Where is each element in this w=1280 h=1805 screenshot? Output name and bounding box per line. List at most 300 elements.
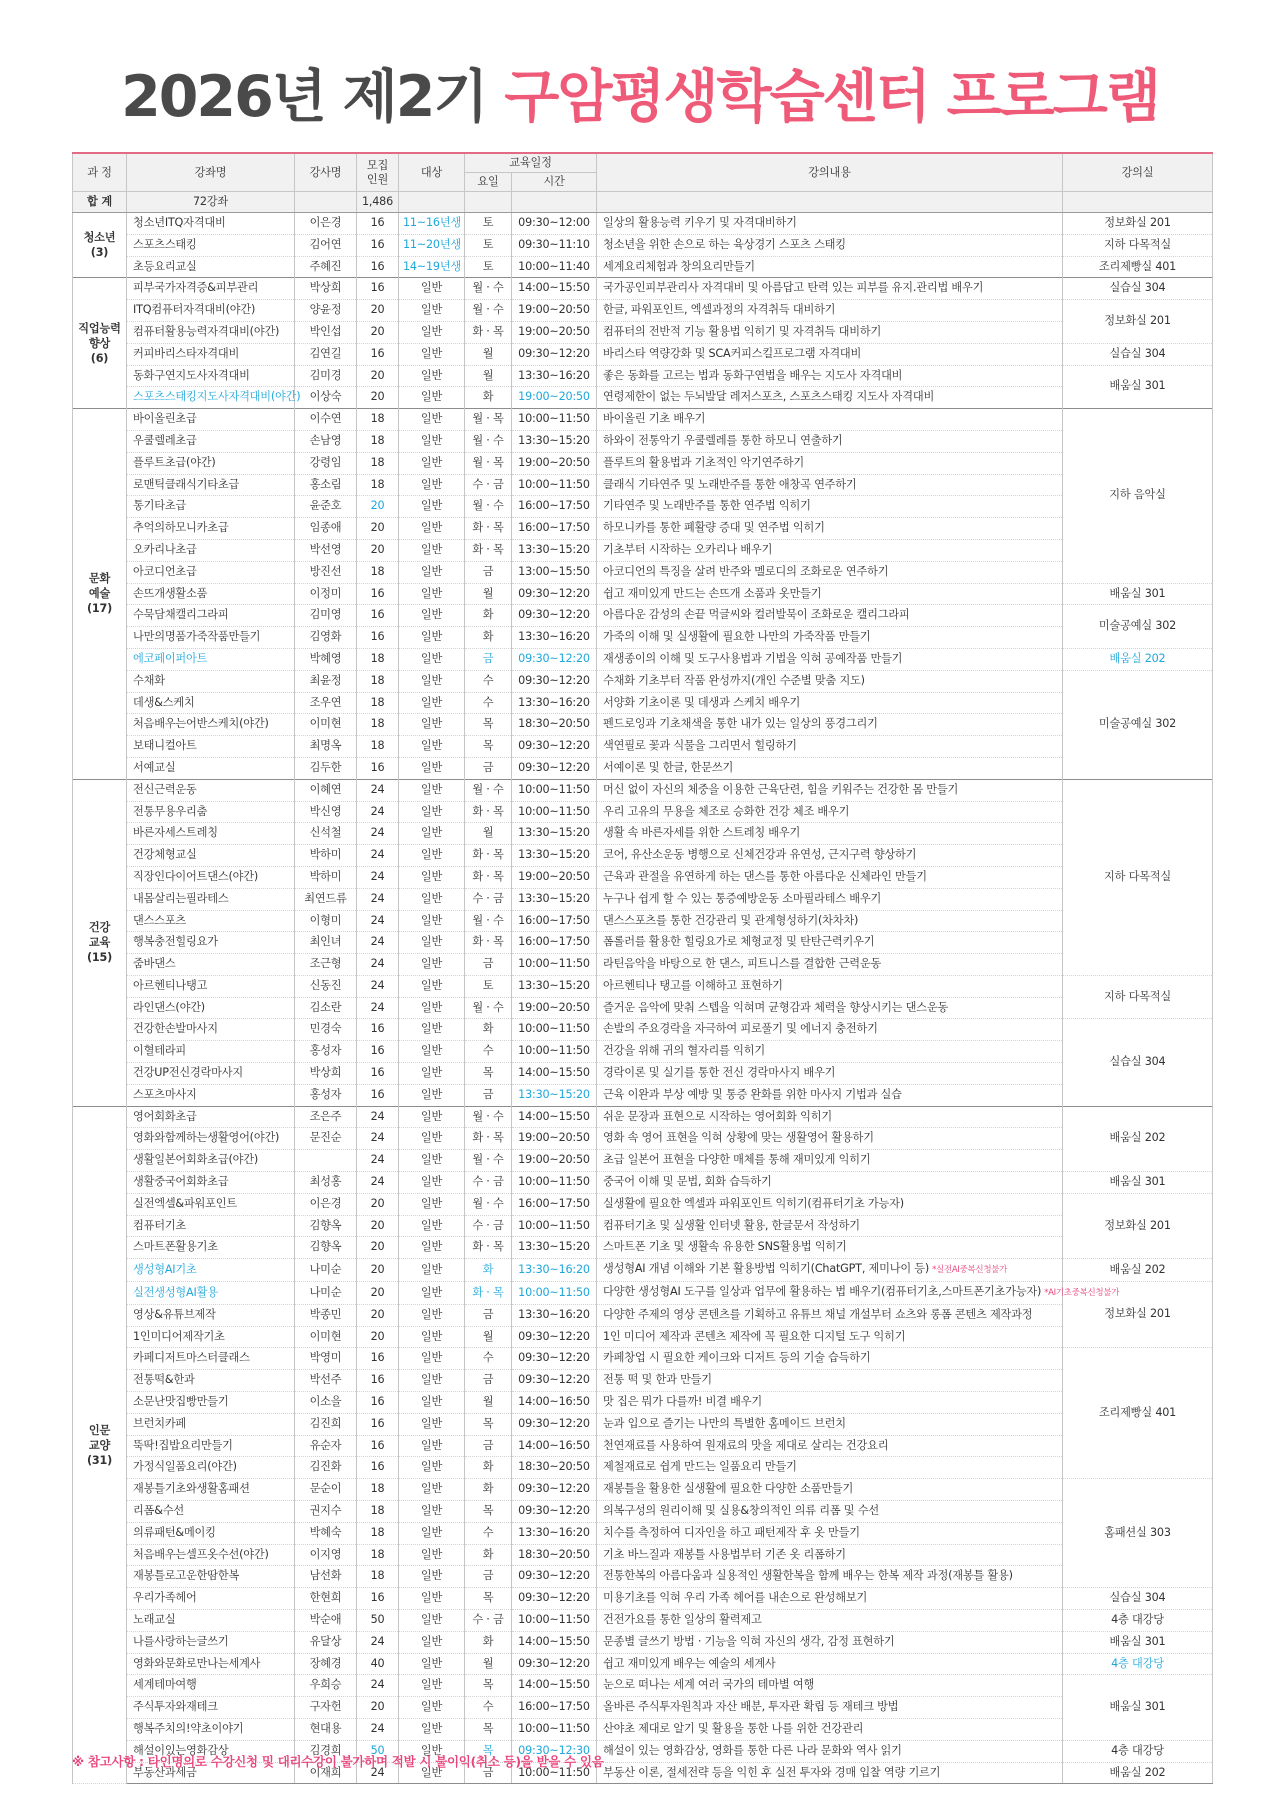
course-teacher: 박하미 xyxy=(295,866,357,888)
course-room: 정보화실 201 xyxy=(1063,300,1213,344)
course-content-text: 세계요리체험과 창의요리만들기 xyxy=(603,259,755,273)
course-teacher: 최명옥 xyxy=(295,736,357,758)
course-content-text: 라틴음악을 바탕으로 한 댄스, 피트니스를 결합한 근력운동 xyxy=(603,957,882,971)
course-content xyxy=(597,1675,1063,1697)
course-target: 일반 xyxy=(399,757,465,779)
course-capacity: 20 xyxy=(357,365,399,387)
course-day: 목 xyxy=(465,1740,512,1762)
course-time: 09:30~12:20 xyxy=(512,648,597,670)
course-capacity: 16 xyxy=(357,1370,399,1392)
course-teacher: 이재희 xyxy=(295,1762,357,1784)
course-day: 목 xyxy=(465,1718,512,1740)
course-time: 13:30~15:20 xyxy=(512,1084,597,1106)
course-time: 09:30~12:20 xyxy=(512,583,597,605)
course-content xyxy=(597,1370,1063,1392)
course-teacher: 유순자 xyxy=(295,1435,357,1457)
course-content xyxy=(597,779,1063,801)
course-room: 실습실 304 xyxy=(1063,1019,1213,1106)
course-category: 직업능력 향상 (6) xyxy=(73,278,127,409)
course-teacher: 신동진 xyxy=(295,975,357,997)
course-name: 주식투자와재테크 xyxy=(127,1697,295,1719)
course-room: 배움실 301 xyxy=(1063,365,1213,409)
table-row xyxy=(73,605,1213,627)
course-capacity: 20 xyxy=(357,300,399,322)
course-content xyxy=(597,1718,1063,1740)
table-row xyxy=(73,278,1213,300)
course-content xyxy=(597,1740,1063,1762)
course-room: 정보화실 201 xyxy=(1063,213,1213,235)
course-name: 컴퓨터기초 xyxy=(127,1215,295,1237)
course-teacher: 박하미 xyxy=(295,845,357,867)
course-content-text: 전통한복의 아름다움과 실용적인 생활한복을 함께 배우는 한복 제작 과정(재봉틀 활용) xyxy=(603,1569,1013,1583)
course-teacher: 김연길 xyxy=(295,343,357,365)
course-time: 16:00~17:50 xyxy=(512,1193,597,1215)
course-teacher: 최인녀 xyxy=(295,932,357,954)
course-content-text: 아코디언의 특징을 살려 반주와 멜로디의 조화로운 연주하기 xyxy=(603,564,889,578)
course-content xyxy=(597,1392,1063,1414)
table-row xyxy=(73,1697,1213,1719)
course-content xyxy=(597,1304,1063,1326)
course-teacher: 박혜영 xyxy=(295,648,357,670)
course-content-text: 가죽의 이해 및 실생활에 필요한 나만의 가죽작품 만들기 xyxy=(603,630,871,644)
course-day: 금 xyxy=(465,1762,512,1784)
course-time: 10:00~11:50 xyxy=(512,1019,597,1041)
course-name: 피부국가자격증&피부관리 xyxy=(127,278,295,300)
course-capacity: 24 xyxy=(357,1762,399,1784)
header-teacher: 강사명 xyxy=(295,153,357,192)
course-time: 13:30~16:20 xyxy=(512,1304,597,1326)
course-content xyxy=(597,1215,1063,1237)
course-content xyxy=(597,539,1063,561)
course-teacher: 박상희 xyxy=(295,1063,357,1085)
course-content-text: 스마트폰 기초 및 생활속 유용한 SNS활용법 익히기 xyxy=(603,1240,847,1254)
course-day: 월 xyxy=(465,343,512,365)
course-time: 16:00~17:50 xyxy=(512,518,597,540)
course-day: 월 · 수 xyxy=(465,1193,512,1215)
course-time: 13:30~15:20 xyxy=(512,539,597,561)
course-content xyxy=(597,1128,1063,1150)
course-time: 10:00~11:50 xyxy=(512,779,597,801)
course-target: 일반 xyxy=(399,801,465,823)
course-target: 일반 xyxy=(399,954,465,976)
course-content xyxy=(597,1631,1063,1653)
course-target: 일반 xyxy=(399,714,465,736)
course-target: 11~20년생 xyxy=(399,234,465,256)
course-content-text: 머신 없이 자신의 체중을 이용한 근육단련, 힘을 키워주는 건강한 몸 만들기 xyxy=(603,782,959,796)
course-capacity: 16 xyxy=(357,1041,399,1063)
table-row xyxy=(73,910,1213,932)
course-content-text: 다양한 주제의 영상 콘텐츠를 기획하고 유튜브 채널 개설부터 쇼츠와 롱폼 콘텐츠 제작과정 xyxy=(603,1307,1033,1321)
course-time: 19:00~20:50 xyxy=(512,387,597,409)
course-target: 일반 xyxy=(399,1544,465,1566)
course-content-text: 문종별 글쓰기 방법 · 기능을 익혀 자신의 생각, 감정 표현하기 xyxy=(603,1634,895,1648)
table-row xyxy=(73,1457,1213,1479)
course-target: 일반 xyxy=(399,823,465,845)
course-content-text: 다양한 생성형AI 도구를 일상과 업무에 활용하는 법 배우기(컴퓨터기초,스마트폰기초가능자) xyxy=(603,1285,1042,1299)
course-capacity: 20 xyxy=(357,1282,399,1305)
course-day: 목 xyxy=(465,1588,512,1610)
course-teacher: 박선주 xyxy=(295,1370,357,1392)
course-time: 13:30~16:20 xyxy=(512,1522,597,1544)
course-content-text: 치수를 측정하여 디자인을 하고 패턴제작 후 옷 만들기 xyxy=(603,1525,860,1539)
course-name: 가정식일품요리(야간) xyxy=(127,1457,295,1479)
table-row xyxy=(73,801,1213,823)
title-year-term: 2026년 제2기 xyxy=(121,64,487,130)
course-capacity: 16 xyxy=(357,627,399,649)
course-content-text: 쉬운 문장과 표현으로 시작하는 영어회화 익히기 xyxy=(603,1109,832,1123)
course-target: 일반 xyxy=(399,888,465,910)
course-capacity: 20 xyxy=(357,1215,399,1237)
course-day: 금 xyxy=(465,1435,512,1457)
course-day: 수 · 금 xyxy=(465,1172,512,1194)
table-row xyxy=(73,1150,1213,1172)
course-name: 행복주치의!약초이야기 xyxy=(127,1718,295,1740)
course-day: 목 xyxy=(465,1413,512,1435)
course-content-text: 눈과 입으로 즐기는 나만의 특별한 홈메이드 브런치 xyxy=(603,1416,846,1430)
course-content-text: 하와이 전통악기 우쿨렐레를 통한 하모니 연출하기 xyxy=(603,433,843,447)
course-name: 아르헨티나탱고 xyxy=(127,975,295,997)
table-row xyxy=(73,387,1213,409)
course-day: 화 xyxy=(465,1019,512,1041)
course-capacity: 50 xyxy=(357,1740,399,1762)
course-day: 금 xyxy=(465,648,512,670)
table-row xyxy=(73,670,1213,692)
course-day: 수 xyxy=(465,670,512,692)
table-row xyxy=(73,300,1213,322)
course-content xyxy=(597,1522,1063,1544)
course-capacity: 18 xyxy=(357,1522,399,1544)
course-day: 토 xyxy=(465,213,512,235)
course-time: 13:30~15:20 xyxy=(512,975,597,997)
course-name: 아코디언초급 xyxy=(127,561,295,583)
course-capacity: 24 xyxy=(357,1128,399,1150)
course-day: 화 xyxy=(465,605,512,627)
course-day: 목 xyxy=(465,1675,512,1697)
course-content xyxy=(597,1348,1063,1370)
course-teacher: 박영미 xyxy=(295,1348,357,1370)
course-capacity: 24 xyxy=(357,975,399,997)
course-content-text: 코어, 유산소운동 병행으로 신체건강과 유연성, 근지구력 향상하기 xyxy=(603,848,917,862)
course-target: 일반 xyxy=(399,1193,465,1215)
table-row xyxy=(73,561,1213,583)
course-target: 일반 xyxy=(399,1631,465,1653)
course-content xyxy=(597,736,1063,758)
course-content xyxy=(597,975,1063,997)
course-teacher: 김경희 xyxy=(295,1740,357,1762)
header-time: 시간 xyxy=(512,173,597,192)
table-row xyxy=(73,518,1213,540)
course-day: 월 xyxy=(465,365,512,387)
course-content-text: 올바른 주식투자원칙과 자산 배분, 투자관 확립 등 재테크 방법 xyxy=(603,1700,899,1714)
course-name: 스포츠마사지 xyxy=(127,1084,295,1106)
course-target: 일반 xyxy=(399,1501,465,1523)
course-content-text: 색연필로 꽃과 식물을 그리면서 힐링하기 xyxy=(603,739,797,753)
course-teacher: 손남영 xyxy=(295,430,357,452)
course-target: 일반 xyxy=(399,1566,465,1588)
course-room: 배움실 202 xyxy=(1063,1106,1213,1171)
course-target: 일반 xyxy=(399,1326,465,1348)
course-time: 09:30~12:20 xyxy=(512,1588,597,1610)
course-day: 월 · 수 xyxy=(465,430,512,452)
course-capacity: 16 xyxy=(357,605,399,627)
course-content-text: 펜드로잉과 기초채색을 통한 내가 있는 일상의 풍경그리기 xyxy=(603,717,878,731)
course-teacher: 조은주 xyxy=(295,1106,357,1128)
course-room: 배움실 301 xyxy=(1063,583,1213,605)
course-capacity: 18 xyxy=(357,648,399,670)
course-teacher: 박종민 xyxy=(295,1304,357,1326)
course-teacher: 조우연 xyxy=(295,692,357,714)
course-name: 서예교실 xyxy=(127,757,295,779)
course-capacity: 18 xyxy=(357,1544,399,1566)
course-time: 13:30~16:20 xyxy=(512,1259,597,1282)
course-content-text: 생성형AI 개념 이해와 기본 활용방법 익히기(ChatGPT, 제미나이 등) xyxy=(603,1262,930,1276)
course-content xyxy=(597,474,1063,496)
course-capacity: 16 xyxy=(357,343,399,365)
course-day: 화 · 목 xyxy=(465,518,512,540)
course-teacher: 권지수 xyxy=(295,1501,357,1523)
course-target: 일반 xyxy=(399,1392,465,1414)
course-content xyxy=(597,1041,1063,1063)
course-target: 일반 xyxy=(399,1019,465,1041)
table-row xyxy=(73,845,1213,867)
course-room: 조리제빵실 401 xyxy=(1063,1348,1213,1479)
course-content xyxy=(597,561,1063,583)
course-content-text: 기초부터 시작하는 오카리나 배우기 xyxy=(603,542,773,556)
course-teacher: 이상숙 xyxy=(295,387,357,409)
course-name: 손뜨개생활소품 xyxy=(127,583,295,605)
table-row xyxy=(73,997,1213,1019)
course-room: 지하 다목적실 xyxy=(1063,975,1213,1019)
course-content xyxy=(597,1259,1063,1282)
course-capacity: 24 xyxy=(357,845,399,867)
course-day: 목 xyxy=(465,714,512,736)
course-target: 일반 xyxy=(399,387,465,409)
course-day: 월 · 수 xyxy=(465,779,512,801)
course-name: 실전생성형AI활용 xyxy=(127,1282,295,1305)
header-room: 강의실 xyxy=(1063,153,1213,192)
course-target: 일반 xyxy=(399,1084,465,1106)
course-target: 일반 xyxy=(399,627,465,649)
course-content xyxy=(597,627,1063,649)
course-target: 일반 xyxy=(399,409,465,431)
course-capacity: 20 xyxy=(357,518,399,540)
course-day: 토 xyxy=(465,975,512,997)
course-teacher: 주혜진 xyxy=(295,256,357,278)
course-time: 09:30~12:20 xyxy=(512,1326,597,1348)
table-row xyxy=(73,627,1213,649)
course-time: 14:00~15:50 xyxy=(512,1063,597,1085)
table-row xyxy=(73,823,1213,845)
course-content xyxy=(597,409,1063,431)
course-content xyxy=(597,1326,1063,1348)
course-name: 재봉틀로고운한땀한복 xyxy=(127,1566,295,1588)
course-time: 13:30~16:20 xyxy=(512,692,597,714)
course-capacity: 18 xyxy=(357,430,399,452)
course-target: 일반 xyxy=(399,1304,465,1326)
course-name: 영상&유튜브제작 xyxy=(127,1304,295,1326)
course-name: 스포츠스태킹 xyxy=(127,234,295,256)
course-target: 일반 xyxy=(399,975,465,997)
table-row xyxy=(73,1544,1213,1566)
course-day: 금 xyxy=(465,757,512,779)
header-name: 강좌명 xyxy=(127,153,295,192)
table-row xyxy=(73,1435,1213,1457)
course-target: 일반 xyxy=(399,561,465,583)
course-teacher: 박순애 xyxy=(295,1610,357,1632)
course-category: 문화 예술 (17) xyxy=(73,409,127,780)
course-day: 화 xyxy=(465,1544,512,1566)
course-name: 수채화 xyxy=(127,670,295,692)
course-day: 금 xyxy=(465,1304,512,1326)
course-capacity: 16 xyxy=(357,1413,399,1435)
course-capacity: 24 xyxy=(357,823,399,845)
course-target: 일반 xyxy=(399,518,465,540)
course-teacher: 양윤정 xyxy=(295,300,357,322)
table-row xyxy=(73,1392,1213,1414)
course-capacity: 20 xyxy=(357,1259,399,1282)
course-name: 내몸살리는필라테스 xyxy=(127,888,295,910)
course-category: 인문 교양 (31) xyxy=(73,1106,127,1784)
table-row xyxy=(73,1193,1213,1215)
course-time: 10:00~11:50 xyxy=(512,1762,597,1784)
course-target: 일반 xyxy=(399,670,465,692)
table-row xyxy=(73,539,1213,561)
course-day: 금 xyxy=(465,954,512,976)
course-teacher: 홍성자 xyxy=(295,1084,357,1106)
course-content xyxy=(597,866,1063,888)
course-content-text: 기초 바느질과 재봉틀 사용법부터 기존 옷 리폼하기 xyxy=(603,1547,846,1561)
course-name: 생활일본어회화초급(야간) xyxy=(127,1150,295,1172)
course-capacity: 20 xyxy=(357,1304,399,1326)
course-name: 소문난맛집빵만들기 xyxy=(127,1392,295,1414)
course-content xyxy=(597,300,1063,322)
course-day: 화 · 목 xyxy=(465,1282,512,1305)
course-teacher: 민경숙 xyxy=(295,1019,357,1041)
course-teacher: 김진희 xyxy=(295,1413,357,1435)
table-row xyxy=(73,888,1213,910)
course-capacity: 18 xyxy=(357,670,399,692)
course-day: 화 · 목 xyxy=(465,801,512,823)
table-row xyxy=(73,1084,1213,1106)
course-name: 수묵담채캘리그라피 xyxy=(127,605,295,627)
table-row xyxy=(73,779,1213,801)
course-content-text: 재생종이의 이해 및 도구사용법과 기법을 익혀 공예작품 만들기 xyxy=(603,651,903,665)
course-capacity: 16 xyxy=(357,278,399,300)
course-teacher: 강령임 xyxy=(295,452,357,474)
course-content-text: 경락이론 및 실기를 통한 전신 경락마사지 배우기 xyxy=(603,1066,836,1080)
course-name: 생활중국어회화초급 xyxy=(127,1172,295,1194)
course-capacity: 24 xyxy=(357,910,399,932)
course-teacher: 조근형 xyxy=(295,954,357,976)
course-content xyxy=(597,1413,1063,1435)
course-day: 월 xyxy=(465,1392,512,1414)
header-target: 대상 xyxy=(399,153,465,192)
course-time: 16:00~17:50 xyxy=(512,1697,597,1719)
course-content-text: 건강을 위해 귀의 혈자리를 익히기 xyxy=(603,1044,765,1058)
course-content xyxy=(597,1063,1063,1085)
course-target: 일반 xyxy=(399,343,465,365)
course-content-text: 기타연주 및 노래반주를 통한 연주법 익히기 xyxy=(603,499,811,513)
course-room: 4층 대강당 xyxy=(1063,1653,1213,1675)
course-time: 19:00~20:50 xyxy=(512,321,597,343)
course-teacher: 박선영 xyxy=(295,539,357,561)
course-content-text: 청소년을 위한 손으로 하는 육상경기 스포츠 스태킹 xyxy=(603,237,846,251)
course-name: 데생&스케치 xyxy=(127,692,295,714)
table-row xyxy=(73,1215,1213,1237)
course-target: 일반 xyxy=(399,779,465,801)
course-content xyxy=(597,1282,1120,1305)
course-day: 화 xyxy=(465,1457,512,1479)
course-content-text: 천연재료를 사용하여 원재료의 맛을 제대로 살리는 건강요리 xyxy=(603,1438,889,1452)
course-target: 일반 xyxy=(399,539,465,561)
course-time: 19:00~20:50 xyxy=(512,300,597,322)
course-content xyxy=(597,1653,1063,1675)
course-content xyxy=(597,496,1063,518)
course-content-text: 바이올린 기초 배우기 xyxy=(603,412,706,426)
course-room: 배움실 202 xyxy=(1063,648,1213,670)
course-content xyxy=(597,1457,1063,1479)
course-capacity: 24 xyxy=(357,997,399,1019)
course-time: 16:00~17:50 xyxy=(512,932,597,954)
course-name: 댄스스포츠 xyxy=(127,910,295,932)
course-name: 부동산과세금 xyxy=(127,1762,295,1784)
table-row xyxy=(73,1522,1213,1544)
course-capacity: 16 xyxy=(357,757,399,779)
course-target: 일반 xyxy=(399,452,465,474)
course-target: 일반 xyxy=(399,910,465,932)
course-target: 일반 xyxy=(399,300,465,322)
course-name: 줌바댄스 xyxy=(127,954,295,976)
course-content-text: 영화 속 영어 표현을 익혀 상황에 맞는 생활영어 활용하기 xyxy=(603,1131,874,1145)
table-row xyxy=(73,1063,1213,1085)
table-row xyxy=(73,452,1213,474)
course-target: 일반 xyxy=(399,1370,465,1392)
course-day: 수 xyxy=(465,1348,512,1370)
course-content xyxy=(597,1501,1063,1523)
course-time: 13:30~15:20 xyxy=(512,845,597,867)
course-name: 직장인다이어트댄스(야간) xyxy=(127,866,295,888)
course-target: 일반 xyxy=(399,365,465,387)
table-row xyxy=(73,736,1213,758)
course-teacher: 신석철 xyxy=(295,823,357,845)
course-content xyxy=(597,1544,1063,1566)
course-name: 에코페이퍼아트 xyxy=(127,648,295,670)
course-time: 09:30~12:20 xyxy=(512,757,597,779)
table-row xyxy=(73,954,1213,976)
header-day: 요일 xyxy=(465,173,512,192)
course-name: 청소년ITQ자격대비 xyxy=(127,213,295,235)
course-day: 목 xyxy=(465,1501,512,1523)
course-content-text: 누구나 쉽게 할 수 있는 통증예방운동 소마필라테스 배우기 xyxy=(603,891,882,905)
course-time: 13:30~15:20 xyxy=(512,823,597,845)
course-content-text: 컴퓨터기초 및 실생활 인터넷 활용, 한글문서 작성하기 xyxy=(603,1218,860,1232)
course-teacher: 이정미 xyxy=(295,583,357,605)
course-room: 지하 음악실 xyxy=(1063,409,1213,583)
course-content-text: 좋은 동화를 고르는 법과 동화구연법을 배우는 지도사 자격대비 xyxy=(603,368,903,382)
course-day: 화 xyxy=(465,387,512,409)
course-teacher: 김두한 xyxy=(295,757,357,779)
course-teacher: 이은경 xyxy=(295,213,357,235)
table-row xyxy=(73,213,1213,235)
course-name: 스마트폰활용기초 xyxy=(127,1237,295,1259)
course-name: 전통무용우리춤 xyxy=(127,801,295,823)
table-row xyxy=(73,1237,1213,1259)
course-name: 영화와문화로만나는세계사 xyxy=(127,1653,295,1675)
course-time: 19:00~20:50 xyxy=(512,1150,597,1172)
course-day: 월 xyxy=(465,823,512,845)
table-row xyxy=(73,1019,1213,1041)
course-name: 라인댄스(야간) xyxy=(127,997,295,1019)
